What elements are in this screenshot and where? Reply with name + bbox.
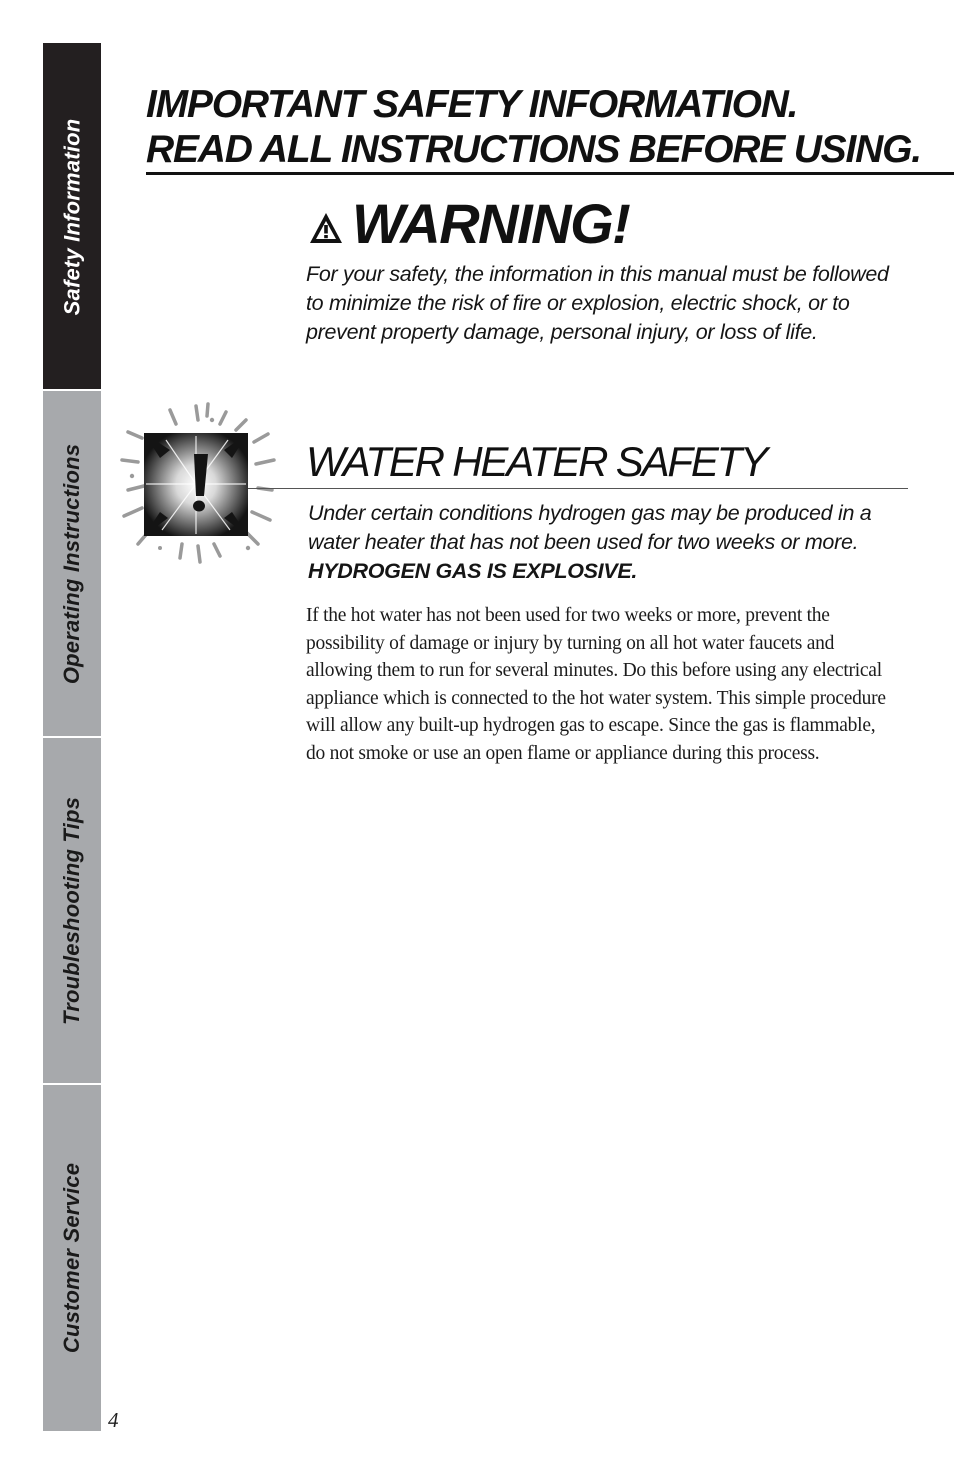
tab-label-safety-information: Safety Information (59, 118, 85, 315)
page-number: 4 (108, 1408, 119, 1432)
header-line-2: READ ALL INSTRUCTIONS BEFORE USING. (146, 128, 921, 171)
tab-customer-service[interactable] (43, 1085, 101, 1431)
section-intro-text: Under certain conditions hydrogen gas may be produced in a water heater that has not been used for two weeks or more. (308, 501, 872, 554)
tab-label-customer-service: Customer Service (59, 1162, 85, 1354)
header-rule (146, 172, 954, 175)
exclamation-burst-icon (108, 398, 288, 573)
tab-label-troubleshooting-tips: Troubleshooting Tips (59, 796, 85, 1025)
warning-heading (308, 192, 629, 256)
header-line-1: IMPORTANT SAFETY INFORMATION. (146, 83, 798, 126)
warning-triangle-icon (308, 211, 344, 245)
tab-troubleshooting-tips[interactable] (43, 738, 101, 1083)
section-title: WATER HEATER SAFETY (306, 438, 766, 485)
section-body: If the hot water has not been used for two weeks or more, prevent the possibility of damage or injury by turning on all hot water faucets and allowing them to run for several minutes. Do this before using any electrical appliance which is connected to the hot water system. This simple procedure will allow any built-up hydrogen gas to escape. Since the gas is flammable, do not smoke or use an open flame or appliance during this process. (306, 605, 886, 764)
warning-title: WARNING! (352, 192, 630, 255)
tab-label-operating-instructions: Operating Instructions (59, 443, 84, 684)
section-intro-emphasis: HYDROGEN GAS IS EXPLOSIVE. (308, 559, 638, 583)
page-header (146, 82, 946, 172)
section-rule (248, 488, 908, 489)
warning-body: For your safety, the information in this manual must be followed to minimize the risk of fire or explosion, electric shock, or to prevent property damage, personal injury, or loss of life. (306, 262, 889, 344)
tab-operating-instructions[interactable] (43, 391, 101, 736)
tab-safety-information[interactable] (43, 43, 101, 390)
section-intro (308, 499, 898, 586)
